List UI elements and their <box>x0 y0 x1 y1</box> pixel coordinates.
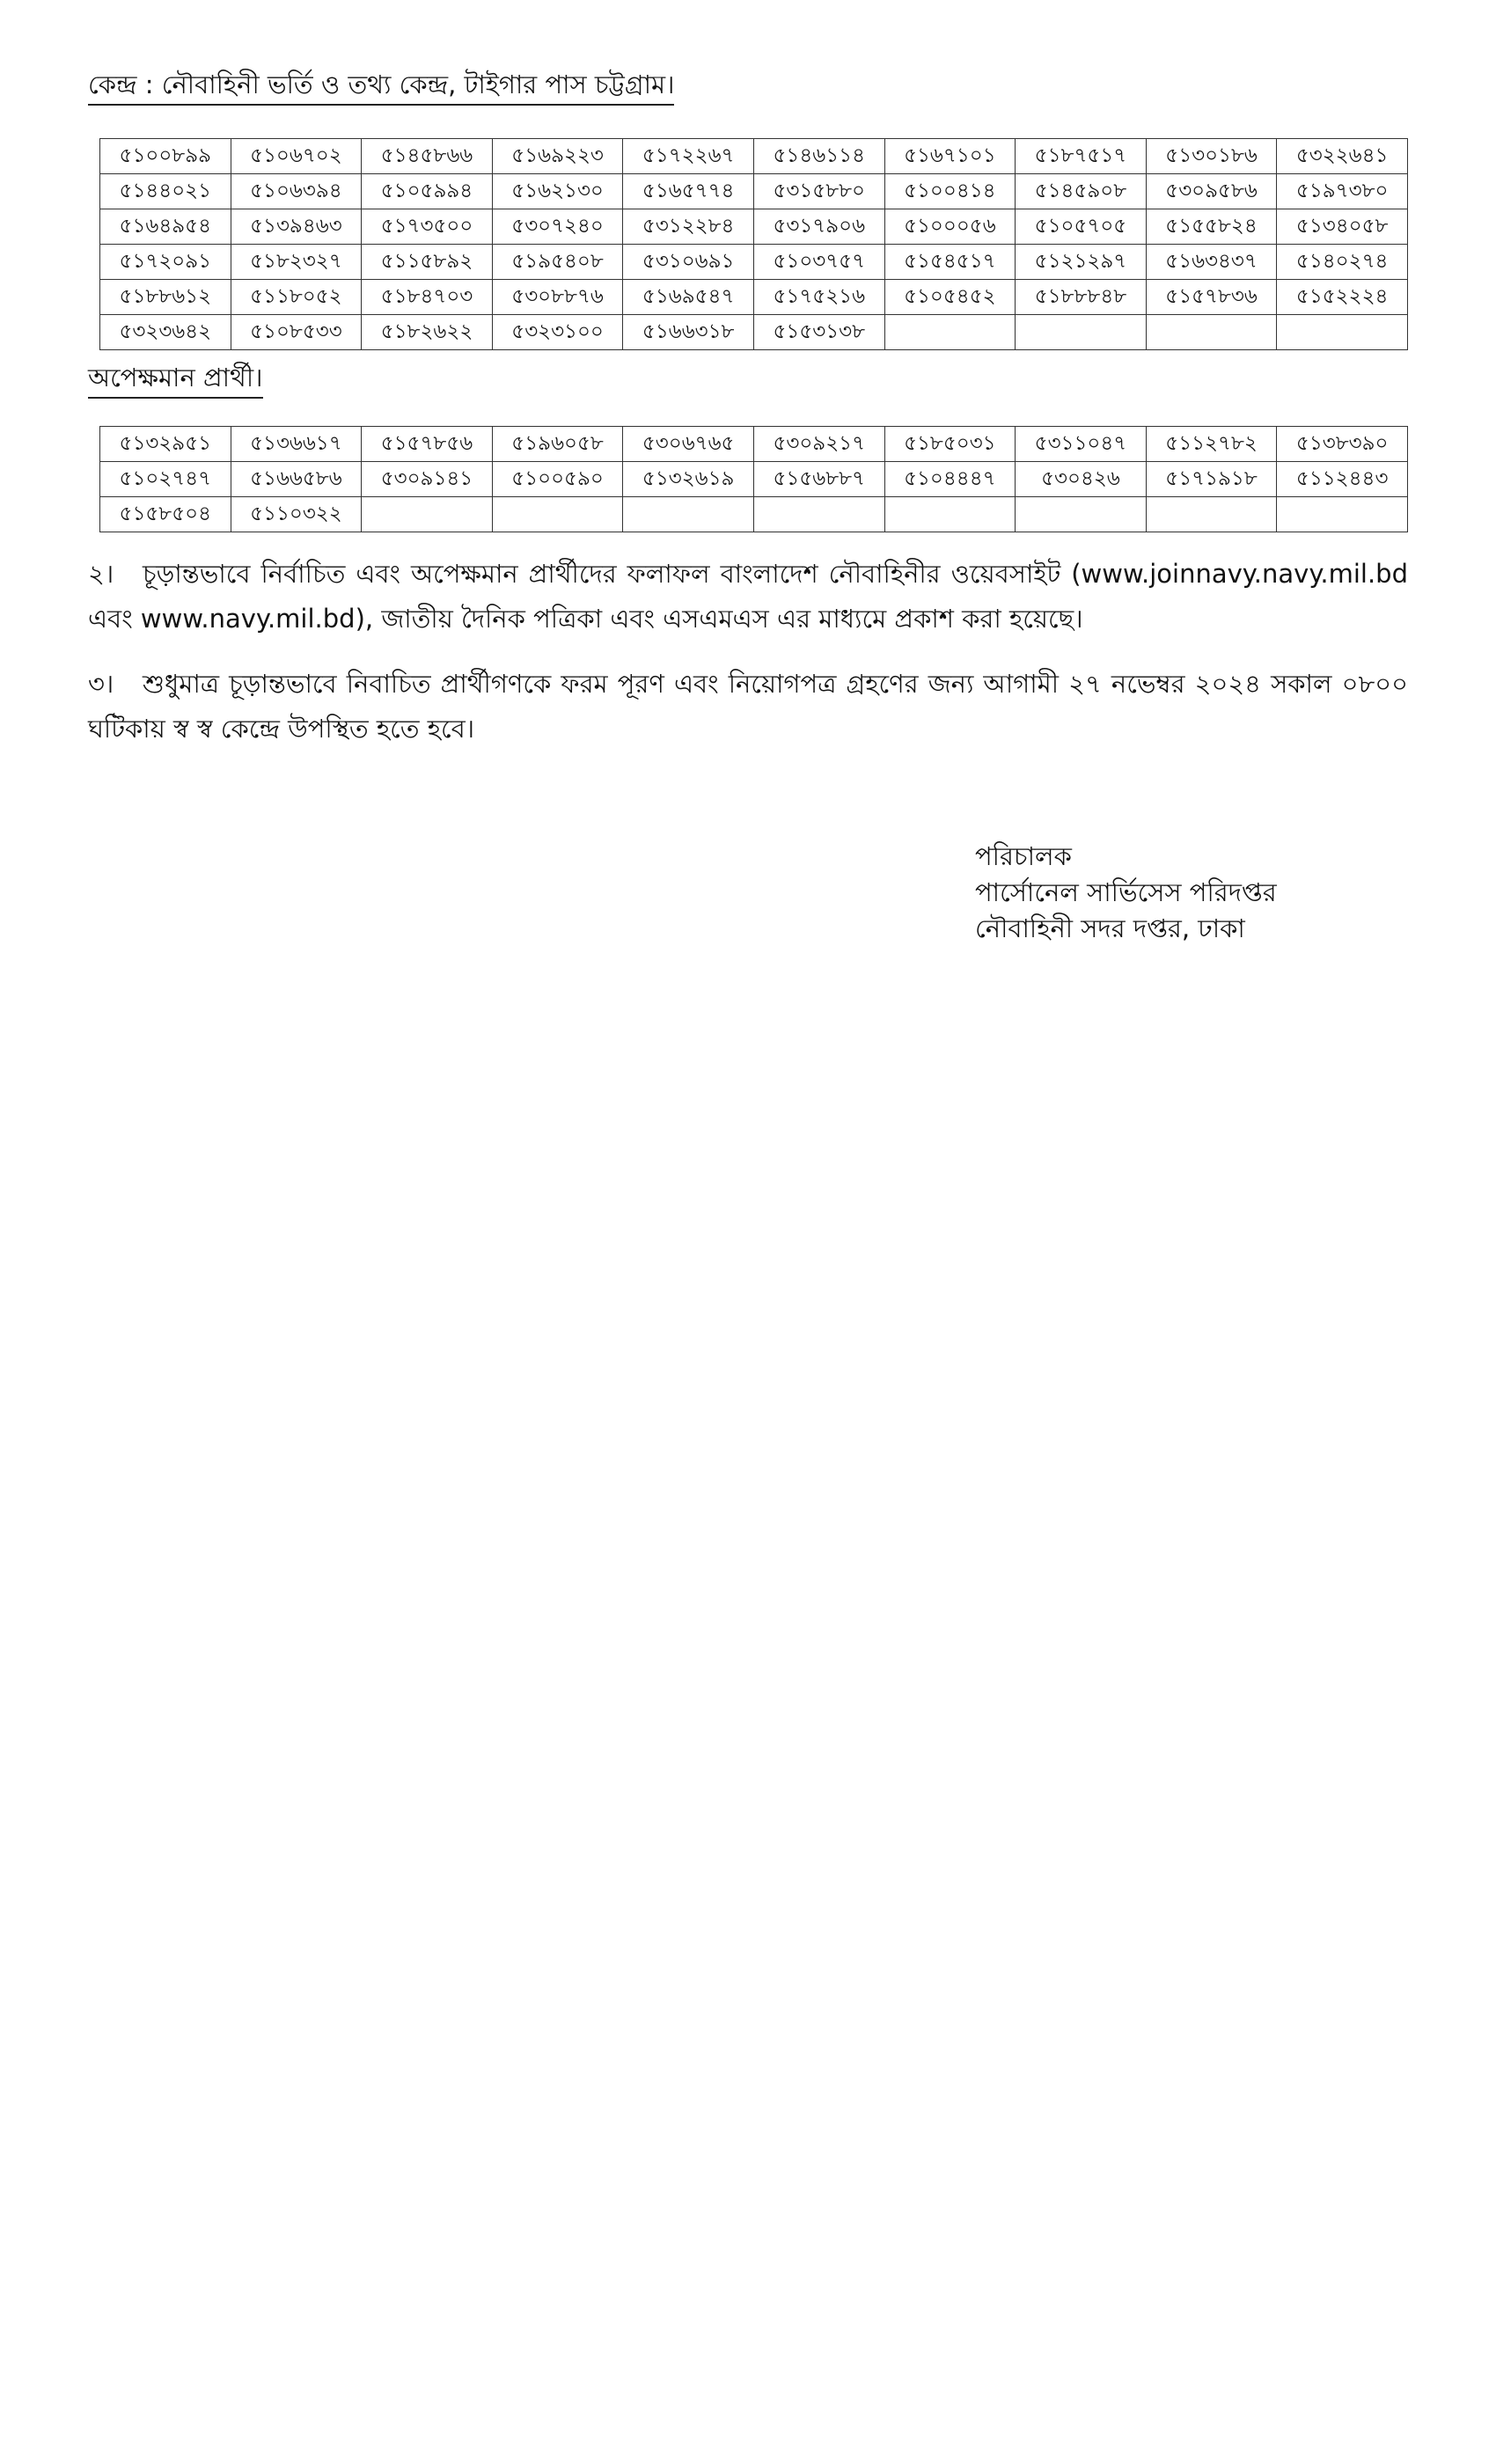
roll-number-cell: ৫১৪৫৮৬৬ <box>362 139 493 174</box>
roll-number-cell <box>753 497 884 532</box>
roll-number-cell: ৫১৭১৯১৮ <box>1146 462 1277 497</box>
roll-number-cell <box>492 497 623 532</box>
table-row <box>100 174 1408 209</box>
signature-title: পরিচালক <box>975 841 1072 871</box>
roll-number-cell: ৫১৭২২৬৭ <box>623 139 754 174</box>
paragraph-2 <box>88 552 1408 642</box>
roll-number-cell: ৫৩০৯২১৭ <box>753 427 884 462</box>
roll-number-cell: ৫১০৩৭৫৭ <box>753 245 884 280</box>
roll-number-cell: ৫১০৬৩৯৪ <box>231 174 362 209</box>
roll-number-cell: ৫১৬৯৫৪৭ <box>623 280 754 315</box>
table-row <box>100 427 1408 462</box>
roll-number-cell: ৫১০০০৫৬ <box>884 209 1016 245</box>
roll-number-cell: ৫১০৮৫৩৩ <box>231 315 362 350</box>
table-row <box>100 139 1408 174</box>
roll-number-cell: ৫১৬৫৭৭৪ <box>623 174 754 209</box>
table-row <box>100 462 1408 497</box>
signature-block <box>975 839 1277 947</box>
roll-number-cell: ৫৩১৫৮৮০ <box>753 174 884 209</box>
waiting-heading-text: অপেক্ষমান প্রার্থী। <box>88 363 263 392</box>
roll-number-cell: ৫৩১০৬৯১ <box>623 245 754 280</box>
paragraph-text: শুধুমাত্র চূড়ান্তভাবে নিবাচিত প্রার্থীগণকে ফরম পূরণ এবং নিয়োগপত্র গ্রহণের জন্য আগামী ২৭ নভেম্বর ২০২৪ সকাল ০৮০০ ঘটিকায় স্ব স্ব কেন্দ্রে উপস্থিত হতে হবে। <box>88 669 1408 744</box>
roll-number-cell: ৫১৮৮৮৪৮ <box>1016 280 1147 315</box>
roll-number-cell: ৫১৫৫৮২৪ <box>1146 209 1277 245</box>
roll-number-cell: ৫১৬৬৩১৮ <box>623 315 754 350</box>
roll-number-cell: ৫১৮৪৭০৩ <box>362 280 493 315</box>
roll-number-cell: ৫১০৫৪৫২ <box>884 280 1016 315</box>
roll-number-cell: ৫১৩৮৩৯০ <box>1277 427 1408 462</box>
roll-number-cell: ৫১৬৩৪৩৭ <box>1146 245 1277 280</box>
roll-number-cell: ৫১৩৯৪৬৩ <box>231 209 362 245</box>
roll-number-cell: ৫৩০৮৮৭৬ <box>492 280 623 315</box>
signature-directorate: পার্সোনেল সার্ভিসেস পরিদপ্তর <box>975 877 1277 907</box>
roll-number-cell: ৫১০৫৯৯৪ <box>362 174 493 209</box>
roll-number-cell: ৫৩১৭৯০৬ <box>753 209 884 245</box>
table-row <box>100 497 1408 532</box>
roll-number-cell: ৫১৭৩৫০০ <box>362 209 493 245</box>
roll-number-cell <box>623 497 754 532</box>
roll-number-cell: ৫১৫৬৮৮৭ <box>753 462 884 497</box>
roll-number-cell: ৫১৯৬০৫৮ <box>492 427 623 462</box>
roll-number-cell: ৫১৫২২২৪ <box>1277 280 1408 315</box>
roll-number-cell: ৫১৬৭১০১ <box>884 139 1016 174</box>
roll-number-cell: ৫১৮৫০৩১ <box>884 427 1016 462</box>
roll-number-cell: ৫১৩৬৬১৭ <box>231 427 362 462</box>
roll-number-cell: ৫১০৫৭০৫ <box>1016 209 1147 245</box>
roll-number-cell: ৫১৮৭৫১৭ <box>1016 139 1147 174</box>
roll-number-cell: ৫১৭২০৯১ <box>100 245 231 280</box>
roll-number-cell <box>1016 315 1147 350</box>
roll-number-cell: ৫১৫৭৮৩৬ <box>1146 280 1277 315</box>
roll-number-cell: ৫১০০৮৯৯ <box>100 139 231 174</box>
signature-office: নৌবাহিনী সদর দপ্তর, ঢাকা <box>975 913 1245 943</box>
roll-number-cell: ৫৩২৩৬৪২ <box>100 315 231 350</box>
paragraph-number: ৩। <box>88 669 114 699</box>
roll-number-cell: ৫১৪৬১১৪ <box>753 139 884 174</box>
roll-number-cell: ৫৩০৪২৬ <box>1016 462 1147 497</box>
roll-number-cell: ৫১১৫৮৯২ <box>362 245 493 280</box>
roll-number-cell: ৫১৭৫২১৬ <box>753 280 884 315</box>
roll-number-cell: ৫১৫৩১৩৮ <box>753 315 884 350</box>
roll-number-cell <box>884 497 1016 532</box>
roll-number-cell: ৫১৮২৬২২ <box>362 315 493 350</box>
roll-number-cell: ৫৩১১০৪৭ <box>1016 427 1147 462</box>
roll-number-cell: ৫১৬৪৯৫৪ <box>100 209 231 245</box>
roll-number-cell: ৫১০৪৪৪৭ <box>884 462 1016 497</box>
paragraph-text: চূড়ান্তভাবে নির্বাচিত এবং অপেক্ষমান প্রার্থীদের ফলাফল বাংলাদেশ নৌবাহিনীর ওয়েবসাইট (www.joinnavy.navy.mil.bd এবং www.navy.mil.bd), জাতীয় দৈনিক পত্রিকা এবং এসএমএস এর মাধ্যমে প্রকাশ করা হয়েছে। <box>88 559 1408 634</box>
roll-number-cell: ৫১১০৩২২ <box>231 497 362 532</box>
roll-number-cell: ৫১১৮০৫২ <box>231 280 362 315</box>
center-heading-text: কেন্দ্র : নৌবাহিনী ভর্তি ও তথ্য কেন্দ্র, টাইগার পাস চট্টগ্রাম। <box>88 70 675 99</box>
roll-number-cell: ৫১২১২৯৭ <box>1016 245 1147 280</box>
roll-number-cell: ৫১৪৪০২১ <box>100 174 231 209</box>
roll-number-cell: ৫১৫৪৫১৭ <box>884 245 1016 280</box>
roll-number-cell: ৫১৮২৩২৭ <box>231 245 362 280</box>
roll-number-cell: ৫১৩২৯৫১ <box>100 427 231 462</box>
table-row <box>100 315 1408 350</box>
roll-number-cell: ৫১৫৮৫০৪ <box>100 497 231 532</box>
roll-number-cell <box>1277 497 1408 532</box>
roll-number-cell: ৫১১২৪৪৩ <box>1277 462 1408 497</box>
waiting-roll-table <box>99 426 1408 532</box>
paragraph-3 <box>88 662 1408 752</box>
roll-number-cell: ৫১৪০২৭৪ <box>1277 245 1408 280</box>
table-row <box>100 280 1408 315</box>
roll-number-cell: ৫১৯৫৪০৮ <box>492 245 623 280</box>
selected-roll-table <box>99 138 1408 350</box>
roll-number-cell: ৫১৬৬৫৮৬ <box>231 462 362 497</box>
roll-number-cell: ৫১০০৫৯০ <box>492 462 623 497</box>
roll-number-cell <box>362 497 493 532</box>
roll-number-cell: ৫১৬২১৩০ <box>492 174 623 209</box>
roll-number-cell: ৫৩২২৬৪১ <box>1277 139 1408 174</box>
table-row <box>100 245 1408 280</box>
roll-number-cell: ৫১৩০১৮৬ <box>1146 139 1277 174</box>
roll-number-cell: ৫৩২৩১০০ <box>492 315 623 350</box>
roll-number-cell: ৫১০৬৭০২ <box>231 139 362 174</box>
roll-number-cell: ৫১৫৭৮৫৬ <box>362 427 493 462</box>
center-heading <box>88 67 674 106</box>
roll-number-cell: ৫১৯৭৩৮০ <box>1277 174 1408 209</box>
roll-number-cell: ৫১৬৯২২৩ <box>492 139 623 174</box>
roll-number-cell <box>1146 497 1277 532</box>
roll-number-cell: ৫৩০৭২৪০ <box>492 209 623 245</box>
roll-number-cell <box>1277 315 1408 350</box>
roll-number-cell: ৫৩০৯১৪১ <box>362 462 493 497</box>
roll-number-cell: ৫১০২৭৪৭ <box>100 462 231 497</box>
roll-number-cell <box>1146 315 1277 350</box>
roll-number-cell: ৫৩০৯৫৮৬ <box>1146 174 1277 209</box>
roll-number-cell: ৫১১২৭৮২ <box>1146 427 1277 462</box>
paragraph-number: ২। <box>88 559 114 589</box>
waiting-heading <box>88 360 263 399</box>
roll-number-cell: ৫১৮৮৬১২ <box>100 280 231 315</box>
roll-number-cell: ৫১০০৪১৪ <box>884 174 1016 209</box>
roll-number-cell: ৫১৩২৬১৯ <box>623 462 754 497</box>
roll-number-cell: ৫১৪৫৯০৮ <box>1016 174 1147 209</box>
roll-number-cell <box>1016 497 1147 532</box>
table-row <box>100 209 1408 245</box>
roll-number-cell: ৫১৩৪০৫৮ <box>1277 209 1408 245</box>
roll-number-cell <box>884 315 1016 350</box>
roll-number-cell: ৫৩১২২৮৪ <box>623 209 754 245</box>
roll-number-cell: ৫৩০৬৭৬৫ <box>623 427 754 462</box>
